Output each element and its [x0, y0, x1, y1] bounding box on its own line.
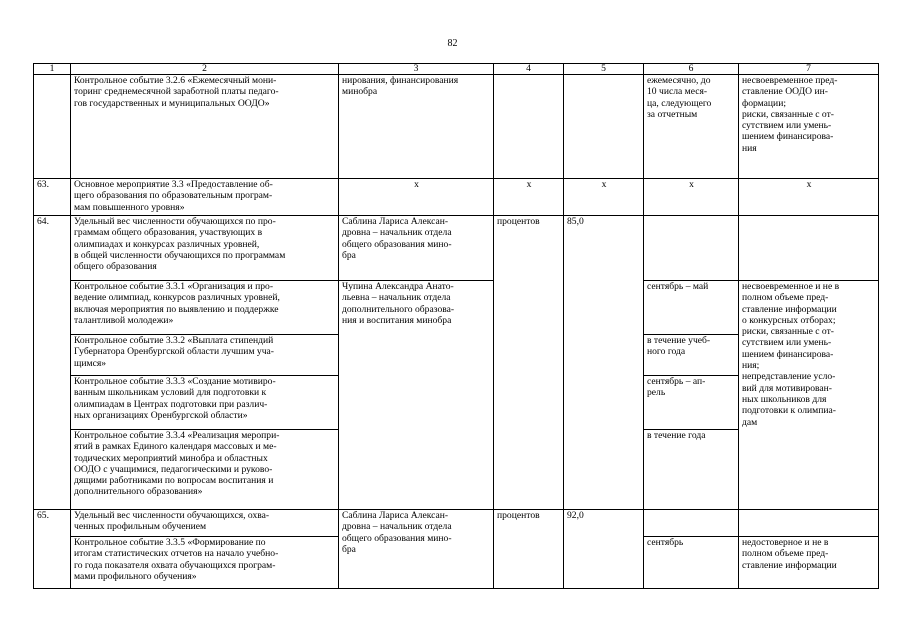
event-cell: Контрольное событие 3.3.2 «Выплата стипендий Губернатора Оренбургской области лучшим уча- щимся» [71, 335, 339, 376]
term-cell: ежемесячно, до 10 числа меся- ца, следующего за отчетным [644, 75, 739, 179]
term-cell: в течение учеб- ного года [644, 335, 739, 376]
row-number-cell: 64. [34, 216, 71, 510]
plan-table [33, 63, 879, 589]
value-cell: 92,0 [564, 510, 644, 589]
value-cell [564, 75, 644, 179]
page-number: 82 [447, 38, 458, 49]
responsible-cell: нирования, финансирования минобра [339, 75, 494, 179]
event-cell: Контрольное событие 3.3.1 «Организация и про- ведение олимпиад, конкурсов различных уровней, включая мероприятия по выявлению и поддержке талантливой молодежи» [71, 281, 339, 335]
table-row-65 [34, 510, 879, 537]
term-cell: в течение года [644, 430, 739, 510]
column-number: 1 [34, 64, 71, 75]
row-number-cell [34, 75, 71, 179]
value-cell: 85,0 [564, 216, 644, 510]
event-cell: Контрольное событие 3.3.4 «Реализация меропри- ятий в рамках Единого календаря массовых и ме- тодических мероприятий минобра и областных ООДО с учащимися, педагогическими и руково- дящими работниками по вопросам воспитания и дополнительного образования» [71, 430, 339, 510]
column-number: 4 [494, 64, 564, 75]
risks-cell: недостоверное и не в полном объеме пред- ставление информации [739, 537, 879, 589]
unit-cell: х [494, 179, 564, 216]
term-cell: сентябрь – ап- рель [644, 376, 739, 430]
table-row-event-3-2-6 [34, 75, 879, 179]
term-cell: сентябрь [644, 537, 739, 589]
event-cell: Контрольное событие 3.3.3 «Создание мотивиро- ванным школьникам условий для подготовки к олимпиадам в Центрах подготовки при различ- ных организациях Оренбургской области» [71, 376, 339, 430]
unit-cell [494, 75, 564, 179]
responsible-cell: х [339, 179, 494, 216]
column-number: 3 [339, 64, 494, 75]
risks-cell [739, 216, 879, 281]
value-cell: х [564, 179, 644, 216]
column-number: 2 [71, 64, 339, 75]
term-cell [644, 216, 739, 281]
event-cell: Удельный вес численности обучающихся, охва- ченных профильным обучением [71, 510, 339, 537]
table-row-63 [34, 179, 879, 216]
column-number-row [34, 64, 879, 75]
unit-cell: процентов [494, 216, 564, 510]
event-cell: Контрольное событие 3.3.5 «Формирование по итогам статистических отчетов на начало учебно- го года показателя охвата обучающихся програм- мами профильного обучения» [71, 537, 339, 589]
event-cell: Контрольное событие 3.2.6 «Ежемесячный мони- торинг среднемесячной заработной платы педаго- гов государственных и муниципальных ООДО» [71, 75, 339, 179]
event-cell: Основное мероприятие 3.3 «Предоставление об- щего образования по образовательным програм- мам повышенного уровня» [71, 179, 339, 216]
row-number-cell: 63. [34, 179, 71, 216]
column-number: 5 [564, 64, 644, 75]
unit-cell: процентов [494, 510, 564, 589]
column-number: 6 [644, 64, 739, 75]
risks-cell: х [739, 179, 879, 216]
term-cell [644, 510, 739, 537]
responsible-cell: Чупина Александра Анато- льевна – начальник отдела дополнительного образова- ния и воспитания минобра [339, 281, 494, 510]
responsible-cell: Саблина Лариса Алексан- дровна – начальник отдела общего образования мино- бра [339, 216, 494, 281]
term-cell: сентябрь – май [644, 281, 739, 335]
column-number: 7 [739, 64, 879, 75]
row-number-cell: 65. [34, 510, 71, 589]
risks-cell [739, 510, 879, 537]
table-row-event-3-3-1 [34, 281, 879, 335]
responsible-cell: Саблина Лариса Алексан- дровна – начальник отдела общего образования мино- бра [339, 510, 494, 589]
event-cell: Удельный вес численности обучающихся по про- граммам общего образования, участвующих в олимпиадах и конкурсах различных уровней, в общей численности обучающихся по программам общего образования [71, 216, 339, 281]
risks-cell: несвоевременное и не в полном объеме пред- ставление информации о конкурсных отборах; риски, связанные с от- сутствием или умень- шением финансирова- ния; непредставление усло- вий для мотивирован- ных школьников для подготовки к олимпиа- дам [739, 281, 879, 510]
risks-cell: несвоевременное пред- ставление ООДО ин- формации; риски, связанные с от- сутствием или умень- шением финансирова- ния [739, 75, 879, 179]
table-row-64 [34, 216, 879, 281]
term-cell: х [644, 179, 739, 216]
